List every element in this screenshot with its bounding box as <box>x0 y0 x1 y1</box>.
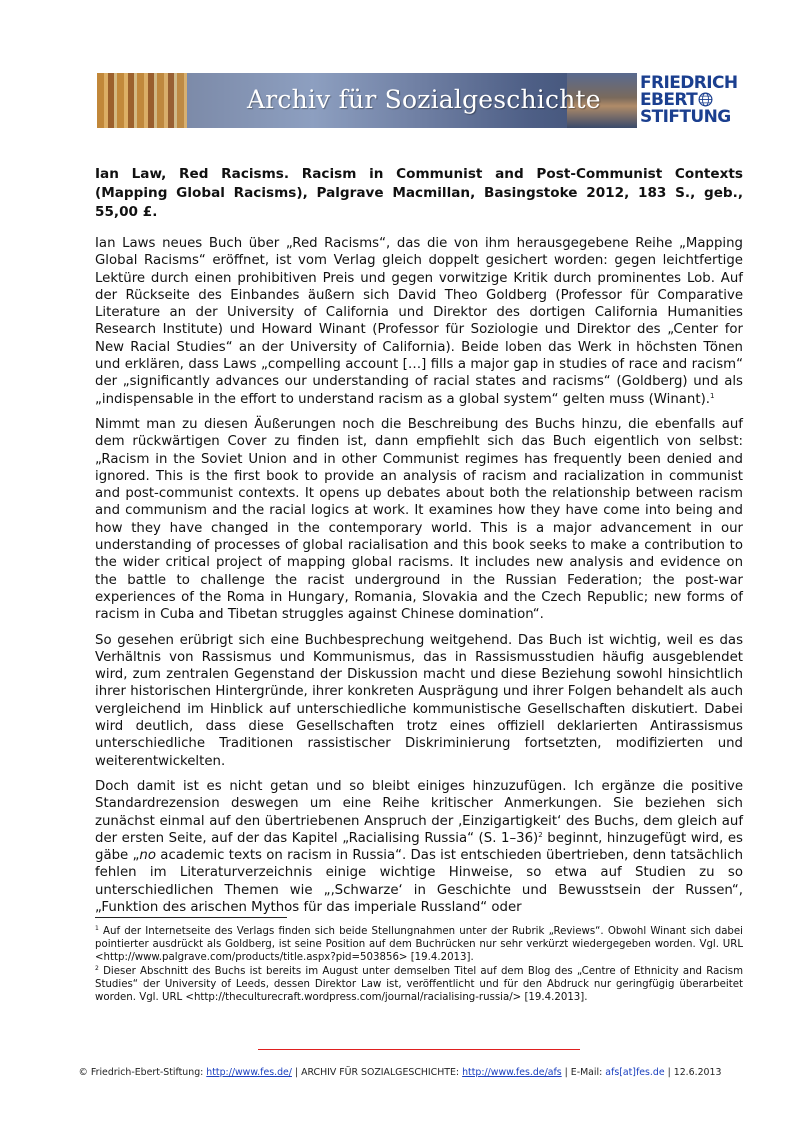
paragraph-1 <box>95 235 743 408</box>
paragraph-4-emphasis: no <box>139 848 156 864</box>
footnote-1-number: 1 <box>95 925 99 932</box>
globe-icon <box>698 92 713 107</box>
logo-line-1: FRIEDRICH <box>640 73 738 93</box>
logo-line-3: STIFTUNG <box>640 107 731 127</box>
footnotes <box>95 925 743 1004</box>
footnote-ref-1[interactable]: 1 <box>710 391 715 400</box>
fes-logo <box>640 75 745 131</box>
footnote-ref-2[interactable]: 2 <box>538 830 543 839</box>
email-link[interactable]: afs[at]fes.de <box>605 1067 665 1078</box>
paragraph-4-text-b: beginnt, hinzugefügt wird, es gäbe „ <box>95 830 743 864</box>
footer-email-label: | E-Mail: <box>561 1067 606 1078</box>
logo-line-2: EBERT <box>640 90 698 110</box>
footnote-1-text: Auf der Internetseite des Verlags finden sich beide Stellungnahmen unter der Rubrik „Reviews“. Obwohl Winant sich dabei pointierter ausdrückt als Goldberg, ist seine Position auf dem Buchrücken nur sehr verkürzt wiedergegeben worden. Vgl. URL <http://www.palgrave.com/products/title.aspx?pid=503856> [19.4.2013]. <box>95 926 743 964</box>
footnote-2-number: 2 <box>95 964 99 972</box>
footer-copyright: © Friedrich-Ebert-Stiftung: <box>78 1067 207 1078</box>
article-title: Ian Law, Red Racisms. Racism in Communist and Post-Communist Contexts (Mapping Global Racisms), Palgrave Macmillan, Basingstoke 2012, 183 S., geb., 55,00 £. <box>95 166 743 220</box>
page-footer <box>0 1067 800 1078</box>
paragraph-3: So gesehen erübrigt sich eine Buchbesprechung weitgehend. Das Buch ist wichtig, weil es das Verhältnis von Rassismus und Kommunismus, das in Rassismusstudien häufig ausgeblendet wird, zum zentralen Gegenstand der Diskussion macht und diese Beziehung sowohl hinsichtlich ihrer historischen Hintergründe, ihrer konkreten Ausprägung und ihrer Folgen behandelt als auch vergleichend im Hinblick auf unterschiedliche kommunistische Gesellschaften diskutiert. Dabei wird deutlich, dass diese Gesellschaften trotz eines offiziell deklarierten Antirassismus unterschiedliche Traditionen rassistischer Diskriminierung fortsetzten, modifizierten und weiterentwickelten. <box>95 632 743 769</box>
footer-archive-label: | ARCHIV FÜR SOZIALGESCHICHTE: <box>291 1067 463 1078</box>
footnote-1 <box>95 925 743 965</box>
paragraph-4-text-a: Doch damit ist es nicht getan und so bleibt einiges hinzuzufügen. Ich ergänze die positive Standardrezension deswegen um eine Reihe kritischer Anmerkungen. Sie beziehen sich zunächst einmal auf den übertriebenen Anspruch der ‚Einzigartigkeit‘ des Buchs, dem gleich auf der ersten Seite, auf der das Kapitel „Racialising Russia“ (S. 1–36) <box>95 778 743 846</box>
paragraph-4 <box>95 778 743 916</box>
header-banner <box>97 73 637 128</box>
footnote-divider <box>95 917 287 918</box>
paragraph-4-text-c: academic texts on racism in Russia“. Das ist entschieden übertrieben, denn tatsächlich fehlen im Literaturverzeichnis einige wichtige Hinweise, so etwa auf Studien zu so unterschiedlichen Themen wie „‚Schwarze‘ in Geschichte und Bewusstsein der Russen“, „Funktion des arischen Mythos für das imperiale Russland“ oder <box>95 848 743 915</box>
paragraph-2: Nimmt man zu diesen Äußerungen noch die Beschreibung des Buchs hinzu, die ebenfalls auf dem rückwärtigen Cover zu finden ist, dann empfiehlt sich das Buch eigentlich von selbst: „Racism in the Soviet Union and in other Communist regimes has frequently been denied and ignored. This is the first book to provide an analysis of racism and racialization in communist and post-communist contexts. It opens up debates about both the relationship between racism and communism and the racial logics at work. It examines how they have come into being and how they have changed in the contemporary world. This is a major advancement in our understanding of processes of global racialisation and this book seeks to make a contribution to the wider critical project of mapping global racisms. It includes new analysis and evidence on the battle to challenge the racist underground in the Russian Federation; the post-war experiences of the Roma in Hungary, Romania, Slovakia and the Czech Republic; new forms of racism in Cuba and Tibetan struggles against Chinese domination“. <box>95 416 743 623</box>
footnote-2 <box>95 965 743 1005</box>
afs-link[interactable]: http://www.fes.de/afs <box>462 1067 562 1078</box>
banner-bookshelf-image <box>97 73 187 128</box>
banner-title: Archiv für Sozialgeschichte <box>247 85 601 114</box>
footnote-2-text: Dieser Abschnitt des Buchs ist bereits im August unter demselben Titel auf dem Blog des „Centre of Ethnicity and Racism Studies“ der University of Leeds, dessen Direktor Law ist, veröffentlicht und für den Abdruck nur geringfügig überarbeitet worden. Vgl. URL <http://theculturecraft.wordpress.com/journal/racialising-russia/> [19.4.2013]. <box>95 965 743 1004</box>
footer-date: | 12.6.2013 <box>664 1067 722 1078</box>
paragraph-1-text: Ian Laws neues Buch über „Red Racisms“, das die von ihm herausgegebene Reihe „Mapping Global Racisms“ eröffnet, ist vom Verlag gleich doppelt gesichert worden: gegen leichtfertige Lektüre durch einen prohibitiven Preis und gegen vorwitzige Kritik durch prominentes Lob. Auf der Rückseite des Einbandes äußern sich David Theo Goldberg (Professor für Comparative Literature an der University of California und Direktor des dortigen California Humanities Research Institute) und Howard Winant (Professor für Soziologie und Direktor des „Center for New Racial Studies“ an der University of California). Beide loben das Werk in höchsten Tönen und erklären, dass Laws „compelling account […] fills a major gap in studies of race and racism“ der „significantly advances our understanding of racial states and racisms“ (Goldberg) und als „indispensable in the effort to understand racism as a global system“ gelten muss (Winant). <box>95 236 743 407</box>
footer-divider <box>258 1049 580 1050</box>
fes-link[interactable]: http://www.fes.de/ <box>206 1067 292 1078</box>
article-body <box>95 235 743 924</box>
